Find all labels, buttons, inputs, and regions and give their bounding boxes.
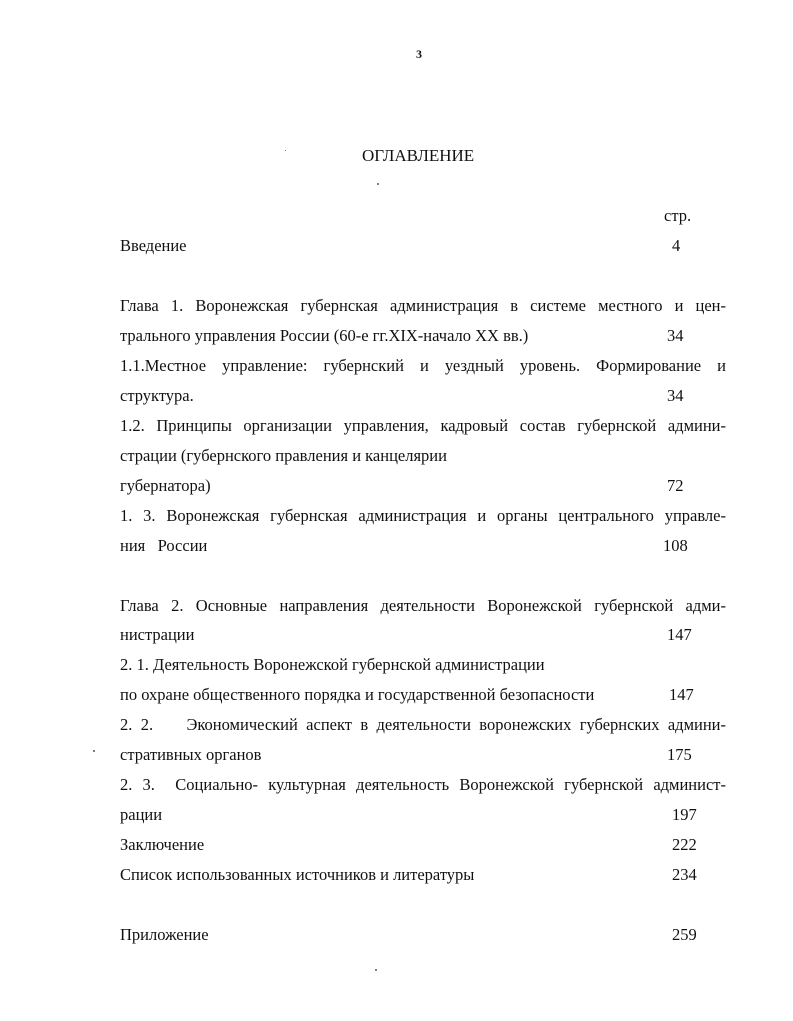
toc-entry-text: Глава 2. Основные направления деятельности Воронежской губернской адми- xyxy=(120,596,726,615)
page-title: ОГЛАВЛЕНИЕ xyxy=(362,146,475,165)
toc-entry-text: губернатора) xyxy=(120,476,211,495)
toc-entry-page: 222 xyxy=(672,835,697,854)
toc-entry-text: 2. 3. Социально- культурная деятельность Воронежской губернской админист- xyxy=(120,775,726,794)
toc-entry-page: 175 xyxy=(667,745,692,764)
toc-entry-text: 1.1.Местное управление: губернский и уездный уровень. Формирование и xyxy=(120,356,726,375)
toc-entry-text: 2. 2. Экономический аспект в деятельности воронежских губернских админи- xyxy=(120,715,726,734)
toc-entry-text: Заключение xyxy=(120,835,205,854)
scan-speck xyxy=(285,150,286,151)
toc-entry-page: 72 xyxy=(667,476,684,495)
toc-entry-text: по охране общественного порядка и государственной безопасности xyxy=(120,685,595,704)
toc-entry-text: трального управления России (60-е гг.XIX-начало XX вв.) xyxy=(120,326,529,345)
toc-entry-text: 1. 3. Воронежская губернская администрация и органы центрального управле- xyxy=(120,506,726,525)
scan-speck xyxy=(377,183,379,185)
toc-entry-text: стративных органов xyxy=(120,745,262,764)
page-number: 3 xyxy=(416,47,422,61)
toc-entry-page: 259 xyxy=(672,925,697,944)
toc-entry-text: нистрации xyxy=(120,625,195,644)
toc-entry-page: 147 xyxy=(667,625,692,644)
toc-entry-text: рации xyxy=(120,805,163,824)
scan-speck xyxy=(375,969,377,971)
toc-entry-page: 4 xyxy=(672,236,681,255)
toc-entry-text: 1.2. Принципы организации управления, кадровый состав губернской админи- xyxy=(120,416,726,435)
toc-entry-text: Список использованных источников и литературы xyxy=(120,865,475,884)
scan-speck xyxy=(93,750,95,752)
toc-entry-text: структура. xyxy=(120,386,194,405)
toc-entry-page: 197 xyxy=(672,805,697,824)
toc-entry-text: Введение xyxy=(120,236,187,255)
toc-entry-text: 2. 1. Деятельность Воронежской губернской администрации xyxy=(120,655,545,674)
toc-entry-text: Глава 1. Воронежская губернская администрация в системе местного и цен- xyxy=(120,296,726,315)
toc-entry-page: 147 xyxy=(669,685,694,704)
toc-entry-text: страции (губернского правления и канцелярии xyxy=(120,446,447,465)
toc-entry-text: Приложение xyxy=(120,925,209,944)
toc-entry-text: ния России xyxy=(120,536,208,555)
toc-entry-page: 34 xyxy=(667,326,684,345)
toc-entry-page: 34 xyxy=(667,386,684,405)
toc-entry-page: 234 xyxy=(672,865,697,884)
page-column-header: стр. xyxy=(664,206,692,225)
toc-entry-page: 108 xyxy=(663,536,688,555)
